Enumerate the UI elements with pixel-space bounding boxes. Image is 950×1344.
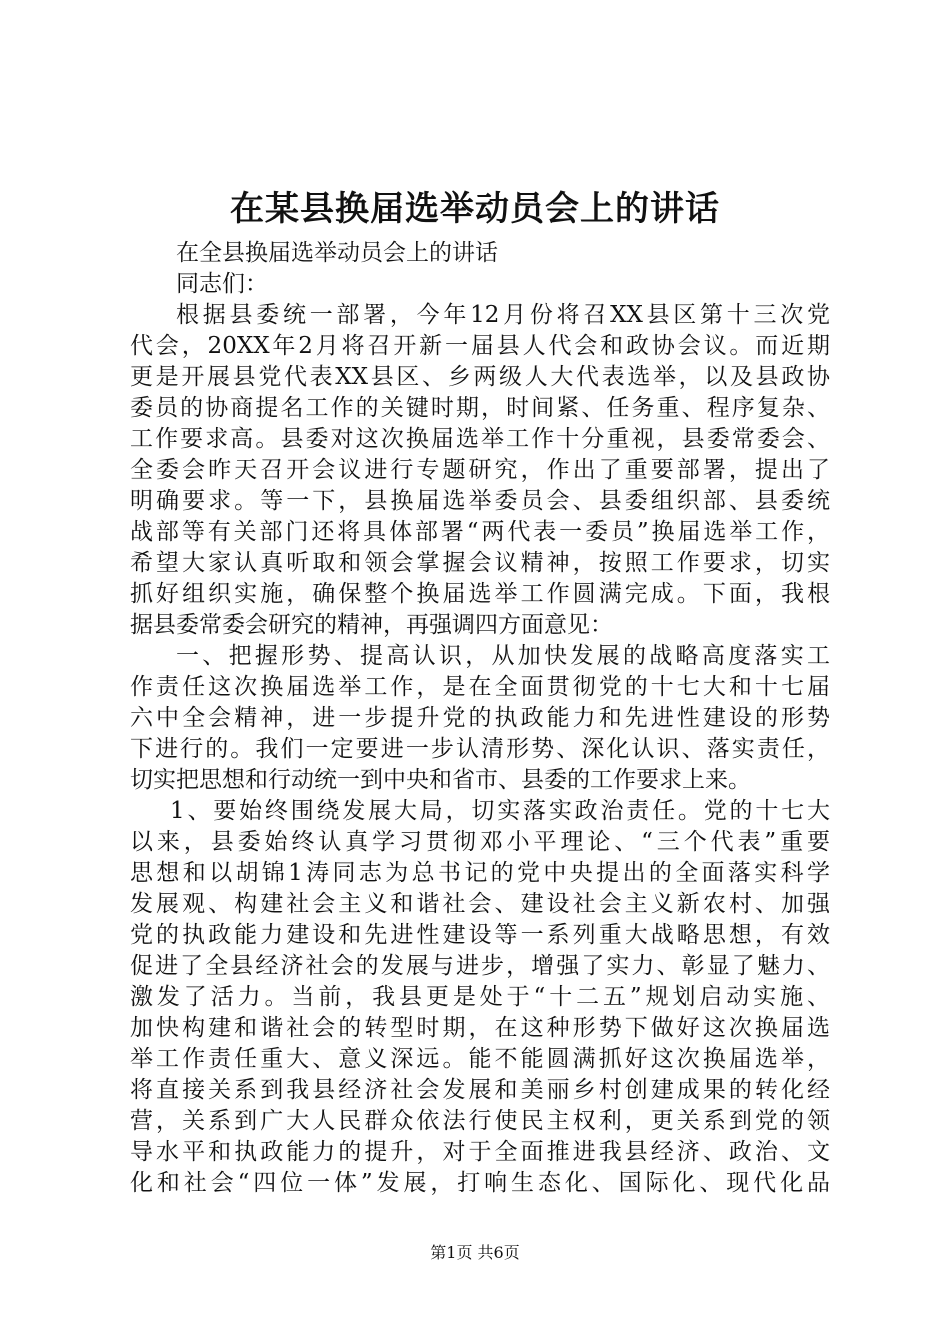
salutation: 同志们：: [176, 271, 268, 297]
body-line: 切实把思想和行动统一到中央和省市、县委的工作要求上来。: [130, 767, 751, 793]
body-line: 工作要求高。县委对这次换届选举工作十分重视，县委常委会、: [130, 426, 830, 452]
body-line: 思想和以胡锦1涛同志为总书记的党中央提出的全面落实科学: [130, 860, 830, 886]
document-title: 在某县换届选举动员会上的讲话: [230, 189, 720, 229]
body-line: 下进行的。我们一定要进一步认清形势、深化认识、落实责任，: [130, 736, 830, 762]
body-line: 激发了活力。当前，我县更是处于“十二五”规划启动实施、: [130, 984, 830, 1010]
body-line: 发展观、构建社会主义和谐社会、建设社会主义新农村、加强: [130, 891, 830, 917]
body-line: 明确要求。等一下，县换届选举委员会、县委组织部、县委统: [130, 488, 830, 514]
body-line: 六中全会精神，进一步提升党的执政能力和先进性建设的形势: [130, 705, 830, 731]
body-line: 化和社会“四位一体”发展，打响生态化、国际化、现代化品: [130, 1170, 830, 1196]
body-line: 希望大家认真听取和领会掌握会议精神，按照工作要求，切实: [130, 550, 830, 576]
body-line: 委员的协商提名工作的关键时期，时间紧、任务重、程序复杂、: [130, 395, 830, 421]
body-line: 抓好组织实施，确保整个换届选举工作圆满完成。下面，我根: [130, 581, 830, 607]
body-line: 促进了全县经济社会的发展与进步，增强了实力、彰显了魅力、: [130, 953, 830, 979]
body-line: 全委会昨天召开会议进行专题研究，作出了重要部署，提出了: [130, 457, 830, 483]
section-heading-line: 一、把握形势、提高认识，从加快发展的战略高度落实工: [176, 643, 830, 669]
body-line: 营，关系到广大人民群众依法行使民主权利，更关系到党的领: [130, 1108, 830, 1134]
body-line: 据县委常委会研究的精神，再强调四方面意见：: [130, 612, 613, 638]
body-line: 战部等有关部门还将具体部署“两代表一委员”换届选举工作，: [130, 519, 830, 545]
body-line: 党的执政能力建设和先进性建设等一系列重大战略思想，有效: [130, 922, 830, 948]
body-line: 以来，县委始终认真学习贯彻邓小平理论、“三个代表”重要: [130, 829, 830, 855]
body-line: 导水平和执政能力的提升，对于全面推进我县经济、政治、文: [130, 1139, 830, 1165]
body-line: 更是开展县党代表XX县区、乡两级人大代表选举，以及县政协: [130, 364, 830, 390]
document-subtitle: 在全县换届选举动员会上的讲话: [176, 240, 498, 266]
body-line: 根据县委统一部署，今年12月份将召XX县区第十三次党: [176, 302, 830, 328]
page-number-footer: 第1页 共6页: [430, 1243, 520, 1262]
document-body: [130, 238, 830, 1199]
subsection-heading-line: 1、要始终围绕发展大局，切实落实政治责任。党的十七大: [170, 798, 830, 824]
body-line: 作责任这次换届选举工作，是在全面贯彻党的十七大和十七届: [130, 674, 830, 700]
body-line: 代会，20XX年2月将召开新一届县人代会和政协会议。而近期: [130, 333, 830, 359]
body-line: 加快构建和谐社会的转型时期，在这种形势下做好这次换届选: [130, 1015, 830, 1041]
body-line: 举工作责任重大、意义深远。能不能圆满抓好这次换届选举，: [130, 1046, 830, 1072]
body-line: 将直接关系到我县经济社会发展和美丽乡村创建成果的转化经: [130, 1077, 830, 1103]
